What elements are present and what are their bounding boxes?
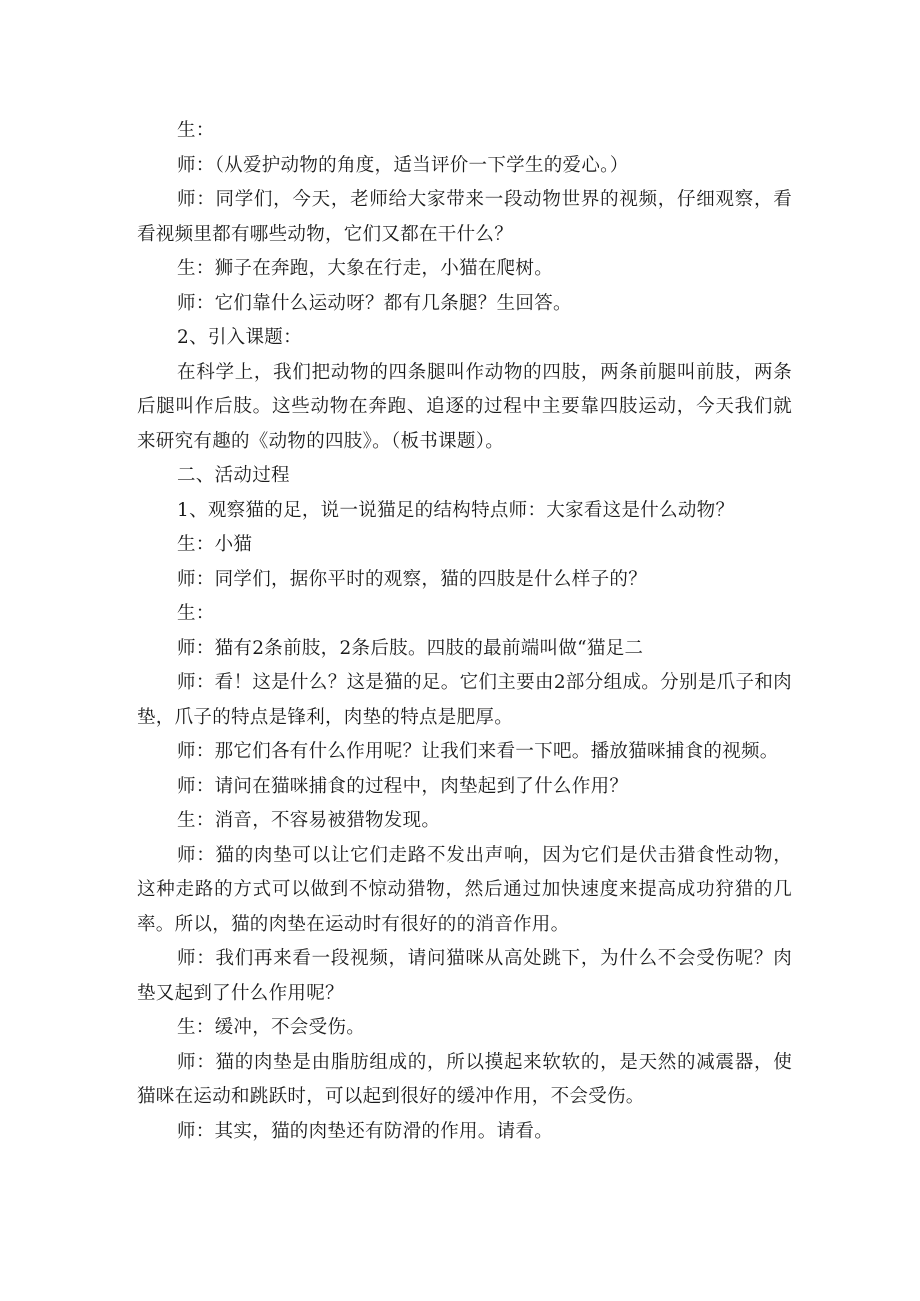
paragraph: 1、观察猫的足，说一说猫足的结构特点师：大家看这是什么动物？ bbox=[177, 499, 735, 521]
paragraph: 生：小猫 bbox=[177, 534, 253, 555]
paragraph: 师：我们再来看一段视频，请问猫咪从高处跳下，为什么不会受伤呢？肉垫又起到了什么作用呢？ bbox=[137, 948, 792, 1004]
paragraph: 师：其实，猫的肉垫还有防滑的作用。请看。 bbox=[177, 1120, 554, 1142]
paragraph: 在科学上，我们把动物的四条腿叫作动物的四肢，两条前腿叫前肢，两条后腿叫作后肢。这些动物在奔跑、追逐的过程中主要靠四肢运动，今天我们就来研究有趣的《动物的四肢》。（板书课题）。 bbox=[137, 361, 792, 452]
section-heading: 2、引入课题： bbox=[177, 327, 302, 348]
paragraph: 生： bbox=[177, 603, 215, 624]
paragraph: 师：同学们，今天，老师给大家带来一段动物世界的视频，仔细观察，看看视频里都有哪些动物，它们又都在干什么？ bbox=[137, 189, 792, 245]
paragraph: 师：它们靠什么运动呀？都有几条腿？生回答。 bbox=[177, 292, 572, 314]
document-body bbox=[137, 114, 792, 1149]
paragraph: 生：缓冲，不会受伤。 bbox=[177, 1017, 366, 1038]
paragraph: 生：狮子在奔跑，大象在行走，小猫在爬树。 bbox=[177, 258, 554, 279]
paragraph: 师：猫的肉垫是由脂肪组成的，所以摸起来软软的，是天然的减震器，使猫咪在运动和跳跃时，可以起到很好的缓冲作用，不会受伤。 bbox=[137, 1051, 792, 1107]
paragraph: 师：（从爱护动物的角度，适当评价一下学生的爱心。） bbox=[177, 154, 629, 176]
paragraph: 师：看！这是什么？这是猫的足。它们主要由2部分组成。分别是爪子和肉垫，爪子的特点是锋利，肉垫的特点是肥厚。 bbox=[137, 672, 792, 728]
paragraph: 师：请问在猫咪捕食的过程中，肉垫起到了什么作用？ bbox=[177, 775, 629, 797]
paragraph: 师：猫的肉垫可以让它们走路不发出声响，因为它们是伏击猎食性动物，这种走路的方式可以做到不惊动猎物，然后通过加快速度来提高成功狩猎的几率。所以，猫的肉垫在运动时有很好的的消音作用。 bbox=[137, 844, 792, 935]
paragraph: 生： bbox=[177, 120, 215, 141]
paragraph: 师：猫有2条前肢，2条后肢。四肢的最前端叫做“猫足二 bbox=[177, 637, 644, 659]
paragraph: 师：同学们，据你平时的观察，猫的四肢是什么样子的？ bbox=[177, 568, 648, 590]
paragraph: 师：那它们各有什么作用呢？让我们来看一下吧。播放猫咪捕食的视频。 bbox=[177, 741, 779, 762]
paragraph: 生：消音，不容易被猎物发现。 bbox=[177, 810, 441, 831]
section-heading: 二、活动过程 bbox=[177, 465, 290, 486]
